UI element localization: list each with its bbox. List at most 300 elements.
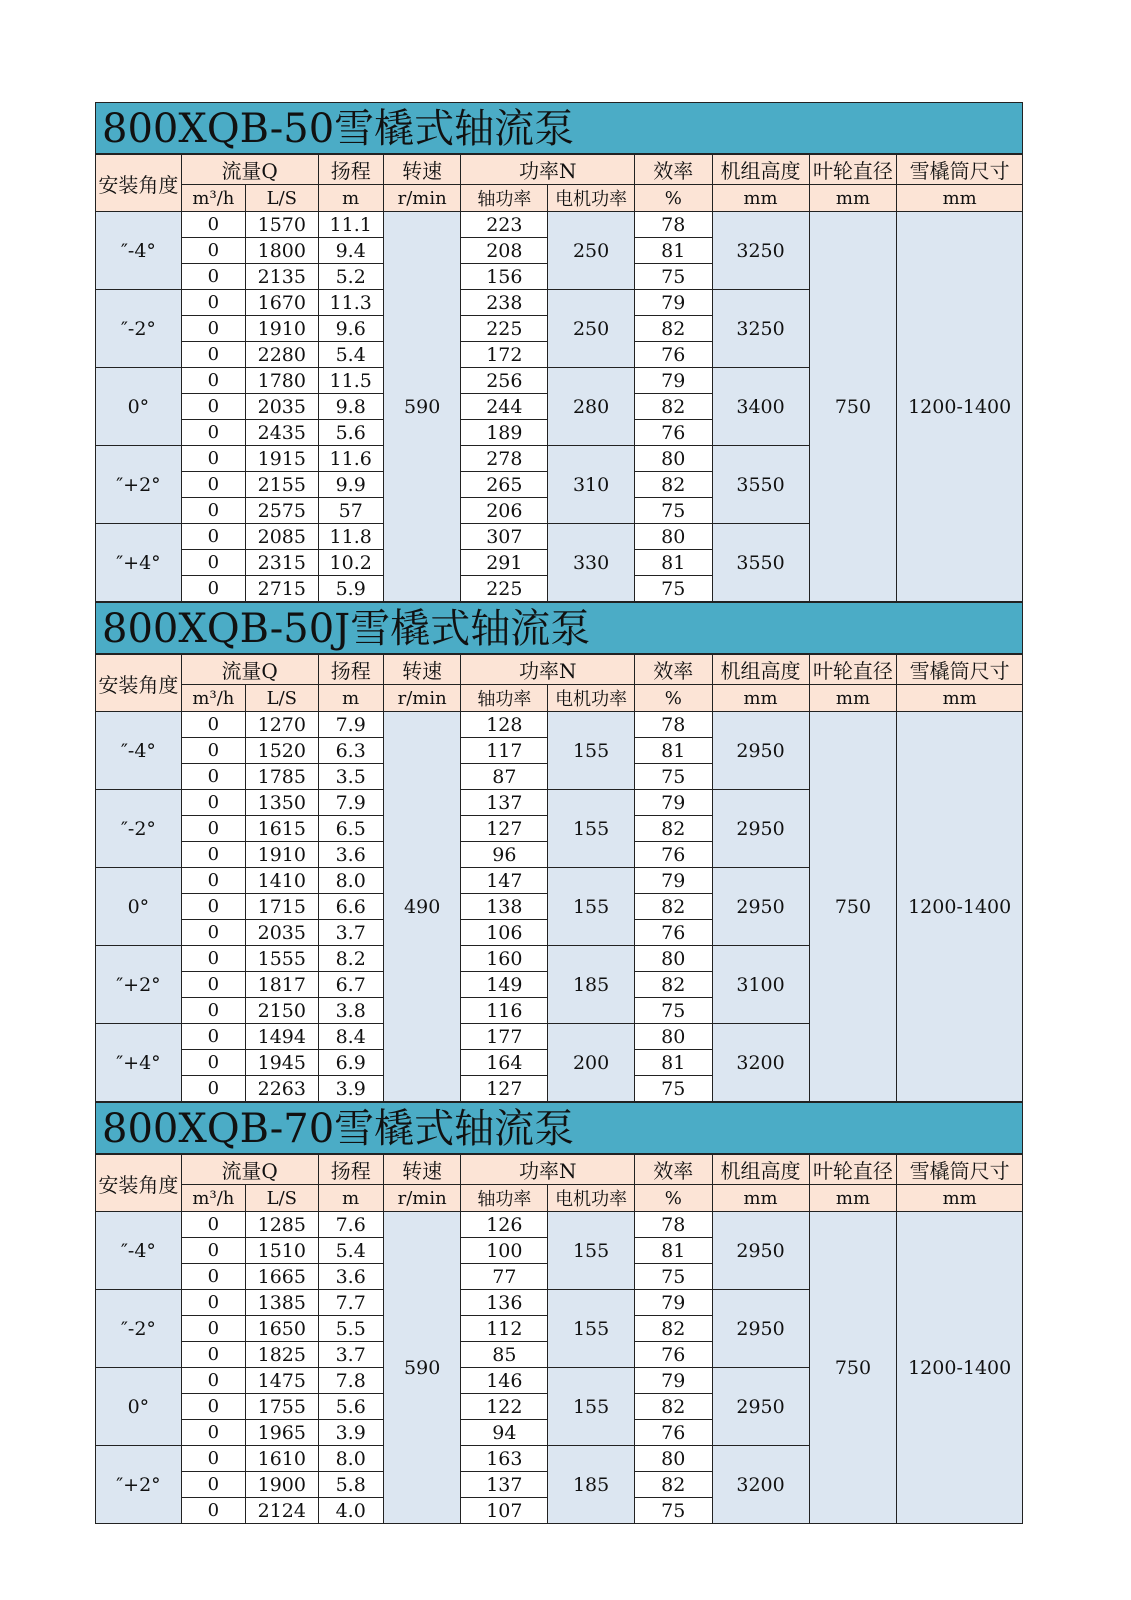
efficiency-cell: 79 [634, 1368, 712, 1394]
install-angle-cell: ″+2° [96, 446, 182, 524]
head-cell: 7.6 [318, 1212, 383, 1238]
motor-power-cell: 200 [548, 1024, 635, 1102]
efficiency-cell: 81 [634, 1050, 712, 1076]
unit-diameter: mm [809, 185, 897, 212]
header-row [96, 655, 1023, 685]
header-power: 功率N [461, 155, 635, 185]
unit-tube: mm [897, 685, 1023, 712]
flow-m3h-cell: 0 [181, 264, 245, 290]
unit-flow-m3h: m³/h [181, 1185, 245, 1212]
shaft-power-cell: 96 [461, 842, 548, 868]
flow-ls-cell: 1785 [246, 764, 318, 790]
table-row [96, 1212, 1023, 1238]
flow-m3h-cell: 0 [181, 1342, 245, 1368]
motor-power-cell: 155 [548, 1368, 635, 1446]
table-row [96, 212, 1023, 238]
motor-power-cell: 250 [548, 212, 635, 290]
flow-m3h-cell: 0 [181, 1290, 245, 1316]
unit-height-cell: 2950 [712, 868, 809, 946]
efficiency-cell: 79 [634, 868, 712, 894]
header-install-angle: 安装角度 [96, 655, 182, 712]
flow-m3h-cell: 0 [181, 394, 245, 420]
header-shaft-power: 轴功率 [461, 185, 548, 212]
shaft-power-cell: 128 [461, 712, 548, 738]
flow-ls-cell: 2135 [246, 264, 318, 290]
efficiency-cell: 82 [634, 316, 712, 342]
motor-power-cell: 250 [548, 290, 635, 368]
flow-m3h-cell: 0 [181, 790, 245, 816]
shaft-power-cell: 147 [461, 868, 548, 894]
header-shaft-power: 轴功率 [461, 1185, 548, 1212]
unit-height-cell: 3550 [712, 524, 809, 602]
shaft-power-cell: 137 [461, 790, 548, 816]
head-cell: 5.4 [318, 342, 383, 368]
efficiency-cell: 75 [634, 498, 712, 524]
header-head: 扬程 [318, 655, 383, 685]
install-angle-cell: ″+4° [96, 1024, 182, 1102]
head-cell: 6.6 [318, 894, 383, 920]
header-power: 功率N [461, 1155, 635, 1185]
flow-ls-cell: 1900 [246, 1472, 318, 1498]
flow-m3h-cell: 0 [181, 238, 245, 264]
flow-ls-cell: 2263 [246, 1076, 318, 1102]
flow-m3h-cell: 0 [181, 1316, 245, 1342]
flow-ls-cell: 1715 [246, 894, 318, 920]
shaft-power-cell: 127 [461, 816, 548, 842]
head-cell: 6.7 [318, 972, 383, 998]
flow-ls-cell: 1494 [246, 1024, 318, 1050]
header-tube-size: 雪橇筒尺寸 [897, 655, 1023, 685]
header-tube-size: 雪橇筒尺寸 [897, 155, 1023, 185]
shaft-power-cell: 278 [461, 446, 548, 472]
efficiency-cell: 80 [634, 1446, 712, 1472]
head-cell: 5.4 [318, 1238, 383, 1264]
shaft-power-cell: 106 [461, 920, 548, 946]
shaft-power-cell: 223 [461, 212, 548, 238]
pump-spec-table [95, 1154, 1023, 1524]
flow-m3h-cell: 0 [181, 1472, 245, 1498]
unit-height-cell: 3550 [712, 446, 809, 524]
unit-height-cell: 2950 [712, 1212, 809, 1290]
efficiency-cell: 75 [634, 998, 712, 1024]
head-cell: 11.8 [318, 524, 383, 550]
head-cell: 5.5 [318, 1316, 383, 1342]
tube-size-cell: 1200-1400 [897, 712, 1023, 1102]
flow-m3h-cell: 0 [181, 316, 245, 342]
flow-ls-cell: 1350 [246, 790, 318, 816]
unit-height-cell: 3200 [712, 1446, 809, 1524]
unit-height-cell: 3250 [712, 212, 809, 290]
head-cell: 3.6 [318, 1264, 383, 1290]
head-cell: 4.0 [318, 1498, 383, 1524]
shaft-power-cell: 116 [461, 998, 548, 1024]
header-install-angle: 安装角度 [96, 1155, 182, 1212]
head-cell: 3.9 [318, 1076, 383, 1102]
efficiency-cell: 80 [634, 946, 712, 972]
unit-row [96, 185, 1023, 212]
header-row [96, 155, 1023, 185]
shaft-power-cell: 137 [461, 1472, 548, 1498]
shaft-power-cell: 149 [461, 972, 548, 998]
unit-height: mm [712, 1185, 809, 1212]
shaft-power-cell: 238 [461, 290, 548, 316]
head-cell: 5.2 [318, 264, 383, 290]
flow-ls-cell: 2035 [246, 394, 318, 420]
flow-ls-cell: 1915 [246, 446, 318, 472]
efficiency-cell: 82 [634, 472, 712, 498]
install-angle-cell: ″-4° [96, 1212, 182, 1290]
flow-ls-cell: 2715 [246, 576, 318, 602]
flow-m3h-cell: 0 [181, 420, 245, 446]
unit-height-cell: 2950 [712, 1368, 809, 1446]
motor-power-cell: 155 [548, 1290, 635, 1368]
head-cell: 3.5 [318, 764, 383, 790]
install-angle-cell: 0° [96, 1368, 182, 1446]
head-cell: 6.9 [318, 1050, 383, 1076]
efficiency-cell: 78 [634, 212, 712, 238]
install-angle-cell: ″-2° [96, 290, 182, 368]
head-cell: 7.9 [318, 790, 383, 816]
flow-ls-cell: 1945 [246, 1050, 318, 1076]
unit-height-cell: 3250 [712, 290, 809, 368]
header-impeller-diameter: 叶轮直径 [809, 655, 897, 685]
head-cell: 10.2 [318, 550, 383, 576]
unit-efficiency: % [634, 685, 712, 712]
efficiency-cell: 75 [634, 764, 712, 790]
efficiency-cell: 79 [634, 790, 712, 816]
head-cell: 57 [318, 498, 383, 524]
motor-power-cell: 155 [548, 712, 635, 790]
flow-ls-cell: 1510 [246, 1238, 318, 1264]
flow-m3h-cell: 0 [181, 1076, 245, 1102]
unit-diameter: mm [809, 1185, 897, 1212]
flow-m3h-cell: 0 [181, 342, 245, 368]
efficiency-cell: 76 [634, 420, 712, 446]
unit-height-cell: 2950 [712, 1290, 809, 1368]
flow-ls-cell: 1555 [246, 946, 318, 972]
unit-height: mm [712, 685, 809, 712]
flow-m3h-cell: 0 [181, 446, 245, 472]
header-impeller-diameter: 叶轮直径 [809, 155, 897, 185]
header-efficiency: 效率 [634, 155, 712, 185]
efficiency-cell: 78 [634, 1212, 712, 1238]
flow-ls-cell: 1610 [246, 1446, 318, 1472]
flow-m3h-cell: 0 [181, 1238, 245, 1264]
efficiency-cell: 75 [634, 1076, 712, 1102]
shaft-power-cell: 94 [461, 1420, 548, 1446]
efficiency-cell: 81 [634, 738, 712, 764]
flow-ls-cell: 1615 [246, 816, 318, 842]
motor-power-cell: 155 [548, 1212, 635, 1290]
header-flow: 流量Q [181, 1155, 318, 1185]
install-angle-cell: 0° [96, 868, 182, 946]
shaft-power-cell: 291 [461, 550, 548, 576]
flow-m3h-cell: 0 [181, 472, 245, 498]
shaft-power-cell: 163 [461, 1446, 548, 1472]
head-cell: 5.6 [318, 420, 383, 446]
efficiency-cell: 75 [634, 1264, 712, 1290]
flow-m3h-cell: 0 [181, 1212, 245, 1238]
flow-ls-cell: 2280 [246, 342, 318, 368]
efficiency-cell: 80 [634, 524, 712, 550]
header-install-angle: 安装角度 [96, 155, 182, 212]
unit-height-cell: 2950 [712, 790, 809, 868]
flow-ls-cell: 1780 [246, 368, 318, 394]
efficiency-cell: 81 [634, 1238, 712, 1264]
motor-power-cell: 185 [548, 946, 635, 1024]
unit-height-cell: 3400 [712, 368, 809, 446]
efficiency-cell: 75 [634, 1498, 712, 1524]
flow-m3h-cell: 0 [181, 1264, 245, 1290]
head-cell: 7.7 [318, 1290, 383, 1316]
flow-ls-cell: 2150 [246, 998, 318, 1024]
shaft-power-cell: 87 [461, 764, 548, 790]
motor-power-cell: 185 [548, 1446, 635, 1524]
flow-ls-cell: 2035 [246, 920, 318, 946]
efficiency-cell: 82 [634, 816, 712, 842]
efficiency-cell: 79 [634, 1290, 712, 1316]
install-angle-cell: ″+2° [96, 1446, 182, 1524]
head-cell: 11.6 [318, 446, 383, 472]
pump-spec-table [95, 154, 1023, 602]
efficiency-cell: 82 [634, 394, 712, 420]
head-cell: 6.5 [318, 816, 383, 842]
speed-cell: 590 [383, 212, 461, 602]
efficiency-cell: 82 [634, 894, 712, 920]
flow-m3h-cell: 0 [181, 290, 245, 316]
flow-m3h-cell: 0 [181, 1394, 245, 1420]
pump-model-title: 800XQB-50雪橇式轴流泵 [95, 102, 1023, 154]
shaft-power-cell: 208 [461, 238, 548, 264]
head-cell: 3.7 [318, 1342, 383, 1368]
flow-ls-cell: 2435 [246, 420, 318, 446]
flow-m3h-cell: 0 [181, 1024, 245, 1050]
header-head: 扬程 [318, 1155, 383, 1185]
flow-m3h-cell: 0 [181, 842, 245, 868]
unit-tube: mm [897, 185, 1023, 212]
flow-ls-cell: 2155 [246, 472, 318, 498]
head-cell: 3.9 [318, 1420, 383, 1446]
efficiency-cell: 80 [634, 1024, 712, 1050]
motor-power-cell: 310 [548, 446, 635, 524]
flow-m3h-cell: 0 [181, 738, 245, 764]
head-cell: 8.0 [318, 1446, 383, 1472]
flow-ls-cell: 1817 [246, 972, 318, 998]
head-cell: 9.9 [318, 472, 383, 498]
shaft-power-cell: 244 [461, 394, 548, 420]
efficiency-cell: 76 [634, 1342, 712, 1368]
efficiency-cell: 76 [634, 342, 712, 368]
header-tube-size: 雪橇筒尺寸 [897, 1155, 1023, 1185]
tube-size-cell: 1200-1400 [897, 1212, 1023, 1524]
unit-flow-ls: L/S [246, 185, 318, 212]
header-motor-power: 电机功率 [548, 185, 635, 212]
head-cell: 11.3 [318, 290, 383, 316]
head-cell: 11.5 [318, 368, 383, 394]
shaft-power-cell: 138 [461, 894, 548, 920]
flow-m3h-cell: 0 [181, 576, 245, 602]
header-unit-height: 机组高度 [712, 155, 809, 185]
header-speed: 转速 [383, 1155, 461, 1185]
flow-ls-cell: 2315 [246, 550, 318, 576]
unit-head: m [318, 185, 383, 212]
unit-head: m [318, 1185, 383, 1212]
flow-ls-cell: 2575 [246, 498, 318, 524]
head-cell: 9.6 [318, 316, 383, 342]
unit-flow-m3h: m³/h [181, 185, 245, 212]
impeller-diameter-cell: 750 [809, 212, 897, 602]
flow-ls-cell: 1410 [246, 868, 318, 894]
shaft-power-cell: 160 [461, 946, 548, 972]
install-angle-cell: ″-4° [96, 712, 182, 790]
header-row [96, 1155, 1023, 1185]
flow-m3h-cell: 0 [181, 1420, 245, 1446]
flow-ls-cell: 1670 [246, 290, 318, 316]
flow-ls-cell: 1800 [246, 238, 318, 264]
unit-flow-m3h: m³/h [181, 685, 245, 712]
unit-head: m [318, 685, 383, 712]
efficiency-cell: 82 [634, 1316, 712, 1342]
flow-m3h-cell: 0 [181, 920, 245, 946]
header-power: 功率N [461, 655, 635, 685]
efficiency-cell: 76 [634, 842, 712, 868]
head-cell: 6.3 [318, 738, 383, 764]
header-shaft-power: 轴功率 [461, 685, 548, 712]
unit-flow-ls: L/S [246, 1185, 318, 1212]
head-cell: 8.4 [318, 1024, 383, 1050]
flow-ls-cell: 1825 [246, 1342, 318, 1368]
flow-m3h-cell: 0 [181, 946, 245, 972]
shaft-power-cell: 117 [461, 738, 548, 764]
header-flow: 流量Q [181, 655, 318, 685]
flow-m3h-cell: 0 [181, 1050, 245, 1076]
table-row [96, 712, 1023, 738]
flow-ls-cell: 1285 [246, 1212, 318, 1238]
shaft-power-cell: 172 [461, 342, 548, 368]
shaft-power-cell: 146 [461, 1368, 548, 1394]
header-efficiency: 效率 [634, 655, 712, 685]
speed-cell: 490 [383, 712, 461, 1102]
flow-m3h-cell: 0 [181, 998, 245, 1024]
unit-row [96, 1185, 1023, 1212]
pump-model-title: 800XQB-70雪橇式轴流泵 [95, 1102, 1023, 1154]
flow-m3h-cell: 0 [181, 816, 245, 842]
shaft-power-cell: 107 [461, 1498, 548, 1524]
shaft-power-cell: 126 [461, 1212, 548, 1238]
head-cell: 7.9 [318, 712, 383, 738]
head-cell: 9.8 [318, 394, 383, 420]
flow-m3h-cell: 0 [181, 712, 245, 738]
header-efficiency: 效率 [634, 1155, 712, 1185]
unit-diameter: mm [809, 685, 897, 712]
head-cell: 11.1 [318, 212, 383, 238]
head-cell: 7.8 [318, 1368, 383, 1394]
install-angle-cell: ″+4° [96, 524, 182, 602]
efficiency-cell: 76 [634, 920, 712, 946]
install-angle-cell: ″-4° [96, 212, 182, 290]
unit-efficiency: % [634, 185, 712, 212]
flow-ls-cell: 1755 [246, 1394, 318, 1420]
flow-ls-cell: 1965 [246, 1420, 318, 1446]
flow-ls-cell: 1475 [246, 1368, 318, 1394]
head-cell: 5.6 [318, 1394, 383, 1420]
efficiency-cell: 82 [634, 972, 712, 998]
shaft-power-cell: 112 [461, 1316, 548, 1342]
unit-speed: r/min [383, 685, 461, 712]
unit-tube: mm [897, 1185, 1023, 1212]
header-motor-power: 电机功率 [548, 685, 635, 712]
head-cell: 5.8 [318, 1472, 383, 1498]
head-cell: 3.8 [318, 998, 383, 1024]
motor-power-cell: 280 [548, 368, 635, 446]
efficiency-cell: 78 [634, 712, 712, 738]
pump-model-title: 800XQB-50J雪橇式轴流泵 [95, 602, 1023, 654]
shaft-power-cell: 225 [461, 316, 548, 342]
efficiency-cell: 82 [634, 1394, 712, 1420]
header-flow: 流量Q [181, 155, 318, 185]
shaft-power-cell: 256 [461, 368, 548, 394]
flow-m3h-cell: 0 [181, 894, 245, 920]
flow-m3h-cell: 0 [181, 550, 245, 576]
flow-m3h-cell: 0 [181, 498, 245, 524]
header-speed: 转速 [383, 155, 461, 185]
shaft-power-cell: 77 [461, 1264, 548, 1290]
shaft-power-cell: 100 [461, 1238, 548, 1264]
header-motor-power: 电机功率 [548, 1185, 635, 1212]
motor-power-cell: 155 [548, 868, 635, 946]
install-angle-cell: ″-2° [96, 1290, 182, 1368]
flow-ls-cell: 1665 [246, 1264, 318, 1290]
unit-speed: r/min [383, 1185, 461, 1212]
efficiency-cell: 81 [634, 550, 712, 576]
shaft-power-cell: 307 [461, 524, 548, 550]
impeller-diameter-cell: 750 [809, 712, 897, 1102]
flow-m3h-cell: 0 [181, 1368, 245, 1394]
efficiency-cell: 75 [634, 264, 712, 290]
shaft-power-cell: 206 [461, 498, 548, 524]
unit-height-cell: 3200 [712, 1024, 809, 1102]
motor-power-cell: 155 [548, 790, 635, 868]
flow-ls-cell: 1570 [246, 212, 318, 238]
flow-ls-cell: 1910 [246, 316, 318, 342]
unit-height: mm [712, 185, 809, 212]
unit-flow-ls: L/S [246, 685, 318, 712]
install-angle-cell: ″+2° [96, 946, 182, 1024]
efficiency-cell: 81 [634, 238, 712, 264]
header-impeller-diameter: 叶轮直径 [809, 1155, 897, 1185]
header-unit-height: 机组高度 [712, 655, 809, 685]
head-cell: 8.2 [318, 946, 383, 972]
flow-ls-cell: 1270 [246, 712, 318, 738]
spec-sheet [95, 102, 1023, 1524]
flow-m3h-cell: 0 [181, 868, 245, 894]
header-head: 扬程 [318, 155, 383, 185]
head-cell: 8.0 [318, 868, 383, 894]
header-speed: 转速 [383, 655, 461, 685]
head-cell: 3.7 [318, 920, 383, 946]
unit-speed: r/min [383, 185, 461, 212]
efficiency-cell: 79 [634, 290, 712, 316]
flow-m3h-cell: 0 [181, 1446, 245, 1472]
efficiency-cell: 79 [634, 368, 712, 394]
head-cell: 5.9 [318, 576, 383, 602]
shaft-power-cell: 156 [461, 264, 548, 290]
flow-ls-cell: 1910 [246, 842, 318, 868]
shaft-power-cell: 177 [461, 1024, 548, 1050]
unit-row [96, 685, 1023, 712]
shaft-power-cell: 85 [461, 1342, 548, 1368]
efficiency-cell: 76 [634, 1420, 712, 1446]
